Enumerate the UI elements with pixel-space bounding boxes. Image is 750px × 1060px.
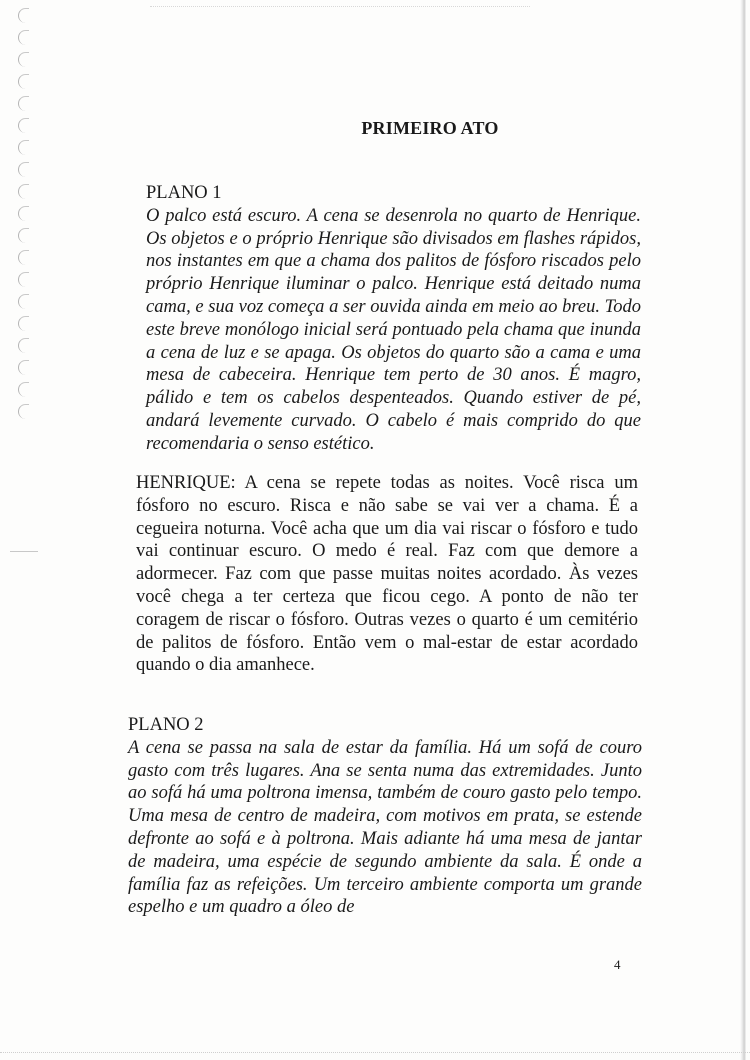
section-plano-1 [146, 182, 641, 456]
page-number: 4 [614, 957, 621, 972]
binding-marks [14, 0, 38, 430]
page-edge-shadow [740, 0, 746, 1060]
section-heading: PLANO 2 [128, 715, 204, 735]
section-heading: PLANO 1 [146, 183, 222, 203]
stage-direction: O palco está escuro. A cena se desenrola no quarto de Henrique. Os objetos e o próprio Henrique são divisados em flashes rápidos, nos instantes em que a chama dos palitos de fósforo riscados pelo próprio Henrique iluminar o palco. Henrique está deitado numa cama, e sua voz começa a ser ouvida ainda em meio ao breu. Todo este breve monólogo inicial será pontuado pela chama que inunda a cena de luz e se apaga. Os objetos do quarto são a cama e uma mesa de cabeceira. Henrique tem perto de 30 anos. É magro, pálido e tem os cabelos despenteados. Quando estiver de pé, andará levemente curvado. O cabelo é mais comprido do que recomendaria o senso estético. [146, 205, 641, 454]
margin-mark [10, 551, 38, 552]
scan-artifact-bottom [0, 1052, 750, 1054]
stage-direction: A cena se passa na sala de estar da família. Há um sofá de couro gasto com três lugares. Ana se senta numa das extremidades. Junto ao sofá há uma poltrona imensa, também de couro gasto pelo tempo. Uma mesa de centro de madeira, com motivos em prata, se estende defronte ao sofá e à poltrona. Mais adiante há uma mesa de jantar de madeira, uma espécie de segundo ambiente da sala. É onde a família faz as refeições. Um terceiro ambiente comporta um grande espelho e um quadro a óleo de [128, 737, 642, 918]
dialogue-henrique: HENRIQUE: A cena se repete todas as noites. Você risca um fósforo no escuro. Risca e não sabe se vai ver a chama. É a cegueira noturna. Você acha que um dia vai riscar o fósforo e tudo vai continuar escuro. O medo é real. Faz com que demore a adormecer. Faz com que passe muitas noites acordado. Às vezes você chega a ter certeza que ficou cego. A ponto de não ter coragem de riscar o fósforo. Outras vezes o quarto é um cemitério de palitos de fósforo. Então vem o mal-estar de estar acordado quando o dia amanhece. [136, 473, 638, 676]
section-speech [136, 472, 638, 677]
document-title: PRIMEIRO ATO [361, 118, 499, 138]
section-plano-2 [128, 714, 642, 919]
scan-artifact-top [150, 6, 530, 10]
